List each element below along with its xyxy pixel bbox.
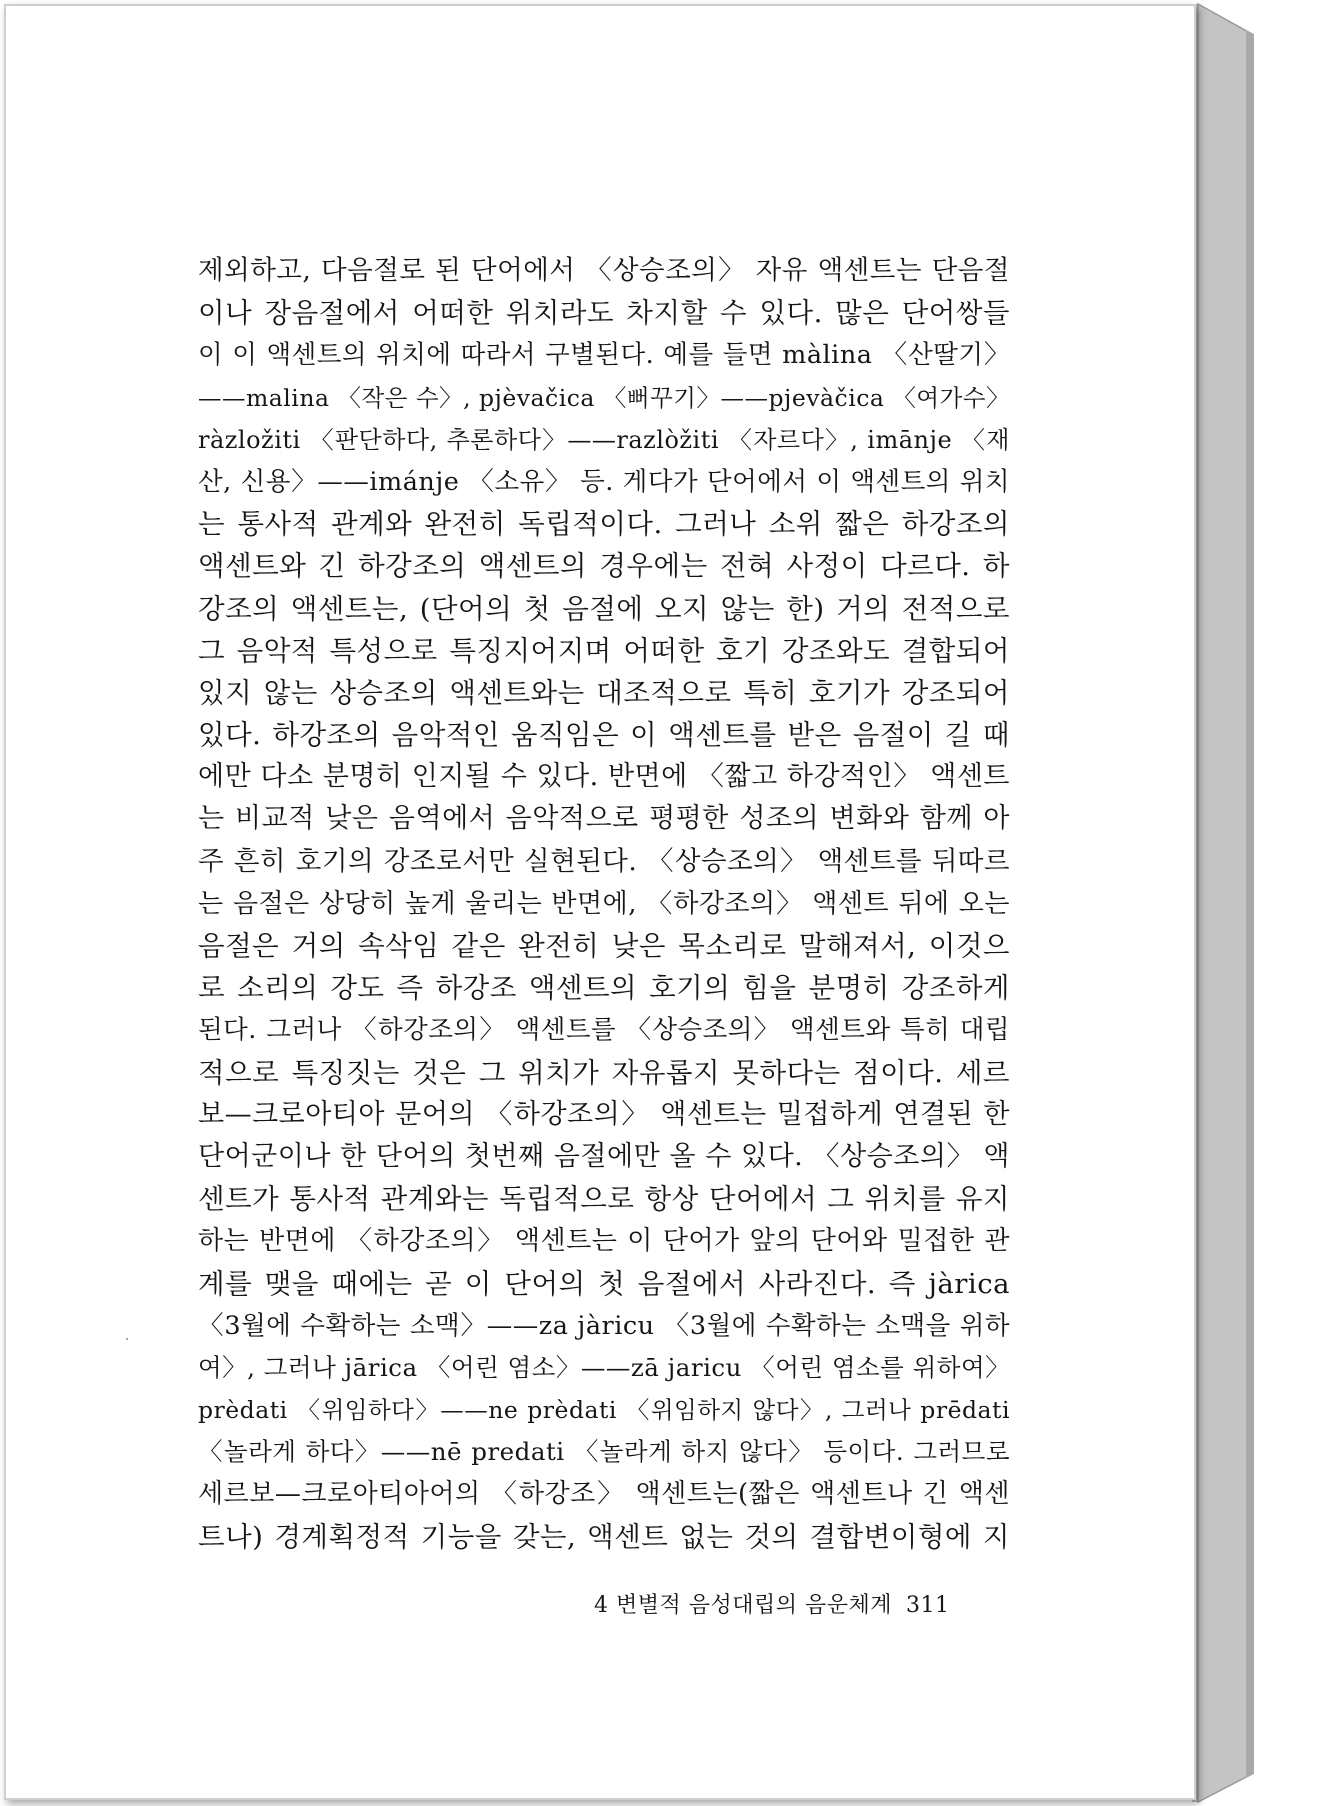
text-line: 산, 신용〉——imánje 〈소유〉 등. 게다가 단어에서 이 액센트의 위치 [198, 466, 1010, 497]
text-line: ——malina 〈작은 수〉, pjèvačica 〈뻐꾸기〉——pjevàčica 〈여가수〉 [198, 383, 1010, 412]
page-footer [594, 1588, 994, 1619]
text-line: 그 음악적 특성으로 특징지어지며 어떠한 호기 강조와도 결합되어 [198, 634, 1010, 667]
text-line: 트나) 경계획정적 기능을 갖는, 액센트 없는 것의 결합변이형에 지 [198, 1520, 1010, 1553]
text-line: 액센트와 긴 하강조의 액센트의 경우에는 전혀 사정이 다르다. 하 [198, 550, 1010, 583]
running-head: 4 변별적 음성대립의 음운체계 [594, 1593, 893, 1618]
text-line: 있다. 하강조의 음악적인 움직임은 이 액센트를 받은 음절이 길 때 [198, 719, 1010, 752]
text-line: 는 통사적 관계와 완전히 독립적이다. 그러나 소위 짧은 하강조의 [198, 508, 1010, 541]
text-line: 된다. 그러나 〈하강조의〉 액센트를 〈상승조의〉 액센트와 특히 대립 [198, 1015, 1010, 1046]
text-line: prèdati 〈위임하다〉——ne prèdati 〈위임하지 않다〉, 그러나 prēdati [198, 1396, 1010, 1425]
text-line: 있지 않는 상승조의 액센트와는 대조적으로 특히 호기가 강조되어 [198, 676, 1010, 709]
text-line: 하는 반면에 〈하강조의〉 액센트는 이 단어가 앞의 단어와 밀접한 관 [198, 1226, 1010, 1257]
page-number: 311 [906, 1593, 950, 1618]
text-line: 제외하고, 다음절로 된 단어에서 〈상승조의〉 자유 액센트는 단음절 [198, 255, 1010, 286]
text-line: 세르보—크로아티아어의 〈하강조〉 액센트는(짧은 액센트나 긴 액센 [198, 1479, 1010, 1510]
text-line: 이 이 액센트의 위치에 따라서 구별된다. 예를 들면 màlina 〈산딸기〉 [198, 340, 1010, 371]
body-text [198, 250, 1010, 1558]
text-line: 단어군이나 한 단어의 첫번째 음절에만 올 수 있다. 〈상승조의〉 액 [198, 1140, 1010, 1172]
text-line: 주 흔히 호기의 강조로서만 실현된다. 〈상승조의〉 액센트를 뒤따르 [198, 845, 1010, 877]
text-line: ràzložiti 〈판단하다, 추론하다〉——razlòžiti 〈자르다〉, imānje 〈재 [198, 425, 1010, 454]
text-line: 로 소리의 강도 즉 하강조 액센트의 호기의 힘을 분명히 강조하게 [198, 972, 1010, 1005]
text-line: 는 비교적 낮은 음역에서 음악적으로 평평한 성조의 변화와 함께 아 [198, 803, 1010, 835]
text-line: 〈놀라게 하다〉——nē predati 〈놀라게 하지 않다〉 등이다. 그러므로 [198, 1437, 1010, 1467]
text-line: 〈3월에 수확하는 소맥〉——za jàricu 〈3월에 수확하는 소맥을 위하 [198, 1310, 1010, 1341]
text-line: 여〉, 그러나 jārica 〈어린 염소〉——zā jaricu 〈어린 염소를 위하여〉 [198, 1352, 1011, 1382]
text-line: 이나 장음절에서 어떠한 위치라도 차지할 수 있다. 많은 단어쌍들 [198, 297, 1010, 330]
scan-speck [126, 1338, 128, 1340]
text-line: 계를 맺을 때에는 곧 이 단어의 첫 음절에서 사라진다. 즉 jàrica [198, 1267, 1010, 1300]
text-line: 강조의 액센트는, (단어의 첫 음절에 오지 않는 한) 거의 전적으로 [198, 592, 1010, 625]
text-line: 센트가 통사적 관계와는 독립적으로 항상 단어에서 그 위치를 유지 [198, 1183, 1010, 1216]
text-line: 적으로 특징짓는 것은 그 위치가 자유롭지 못하다는 점이다. 세르 [198, 1056, 1010, 1089]
text-line: 보—크로아티아 문어의 〈하강조의〉 액센트는 밀접하게 연결된 한 [198, 1098, 1010, 1130]
text-line: 는 음절은 상당히 높게 울리는 반면에, 〈하강조의〉 액센트 뒤에 오는 [198, 888, 1010, 919]
text-line: 에만 다소 분명히 인지될 수 있다. 반면에 〈짧고 하강적인〉 액센트 [198, 761, 1010, 793]
text-line: 음절은 거의 속삭임 같은 완전히 낮은 목소리로 말해져서, 이것으 [198, 930, 1010, 962]
